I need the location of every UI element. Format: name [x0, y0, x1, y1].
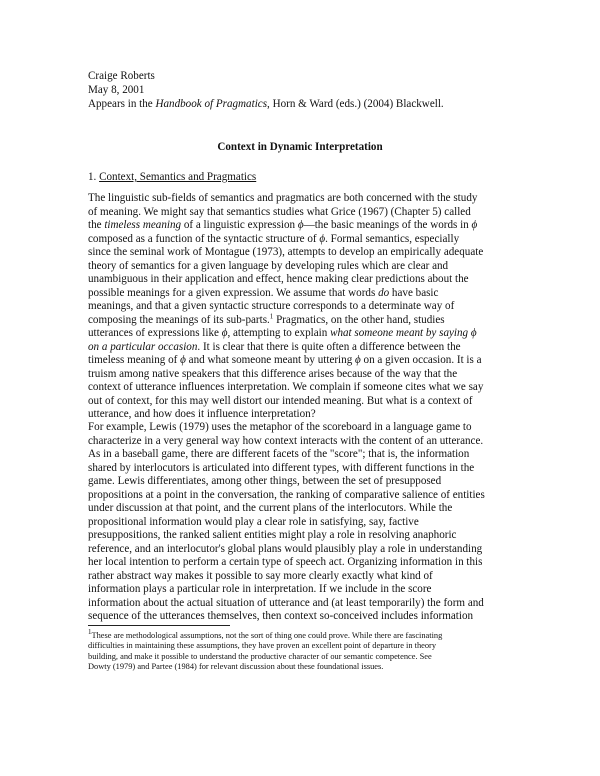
text-line: theory of semantics for a given language by developing rules which are clear and: [88, 259, 449, 272]
text-line: information about the actual situation of utterance and (at least temporarily) the form and: [88, 596, 484, 609]
text-line: truism among native speakers that this difference arises because of the way that the: [88, 367, 458, 380]
text-line: propositions at a point in the conversation, the ranking of comparative salience of entities: [88, 488, 485, 501]
footnote-line: building, and make it possible to understand the productive character of our semantic competence. See: [88, 651, 432, 661]
text-line: composed as a function of the syntactic structure of ϕ. Formal semantics, especially: [88, 232, 460, 245]
text-line: out of context, for this may well distort our intended meaning. But what is a context of: [88, 394, 473, 407]
section-title: Context, Semantics and Pragmatics: [99, 171, 257, 183]
text-line: on a particular occasion. It is clear that there is quite often a difference between the: [88, 340, 461, 353]
footnote-number: 1: [88, 628, 92, 637]
page-title: Context in Dynamic Interpretation: [217, 141, 383, 153]
text-line: unambiguous in their application and effect, hence making clear predictions about the: [88, 273, 469, 285]
text-line: utterances of expressions like ϕ, attempting to explain what someone meant by saying ϕ: [88, 327, 477, 339]
text-line: rather abstract way makes it possible to say more clearly exactly what kind of: [88, 569, 433, 582]
date-line: May 8, 2001: [88, 84, 145, 96]
publication-line: Appears in the Handbook of Pragmatics, Horn & Ward (eds.) (2004) Blackwell.: [88, 98, 444, 110]
text-line: utterance, and how does it influence interpretation?: [88, 408, 316, 420]
text-line: of meaning. We might say that semantics studies what Grice (1967) (Chapter 5) called: [88, 205, 471, 218]
section-heading: 1. Context, Semantics and Pragmatics: [88, 171, 257, 183]
footnote: [88, 628, 443, 673]
footnote-line: Dowty (1979) and Partee (1984) for relevant discussion about these foundational issues.: [88, 662, 384, 672]
text-line: propositional information would play a clear role in satisfying, say, factive: [88, 515, 419, 528]
text-line: her local intention to perform a certain type of speech act. Organizing information in this: [88, 556, 483, 568]
text-line: meanings, and that a given syntactic structure corresponds to a determinate way of: [88, 300, 455, 312]
text-line: game. Lewis differentiates, among other things, between the set of presupposed: [88, 475, 442, 487]
text-line: For example, Lewis (1979) uses the metaphor of the scoreboard in a language game to: [88, 421, 472, 433]
text-line: since the seminal work of Montague (1973), attempts to develop an empirically adequate: [88, 246, 484, 258]
text-line: As in a baseball game, there are different facets of the "score"; that is, the information: [88, 448, 470, 460]
text-line: possible meanings for a given expression. We assume that words do have basic: [88, 286, 439, 299]
text-line: context of utterance influences interpretation. We complain if someone cites what we say: [88, 381, 484, 393]
footnote-marker: 1: [269, 311, 274, 320]
text-line: under discussion at that point, and the current plans of the interlocutors. While the: [88, 502, 453, 514]
text-line: characterize in a very general way how context interacts with the content of an utterance.: [88, 434, 484, 447]
author-line: Craige Roberts: [88, 70, 155, 82]
text-line: timeless meaning of ϕ and what someone meant by uttering ϕ on a given occasion. It is a: [88, 354, 482, 366]
text-line: composing the meanings of its sub-parts.$^1$ Pragmatics, on the other hand, studies: [88, 311, 445, 326]
text-line: information plays a particular role in interpretation. If we include in the score: [88, 583, 432, 595]
text-line: reference, and an interlocutor's global plans would plausibly play a role in understanding: [88, 542, 483, 555]
text-line: shared by interlocutors is articulated into different types, with different functions in the: [88, 461, 475, 474]
text-line: the timeless meaning of a linguistic expression ϕ—the basic meanings of the words in ϕ: [88, 219, 478, 231]
text-line: sequence of the utterances themselves, then context so-conceived includes information: [88, 610, 474, 622]
footnote-divider: [88, 625, 230, 626]
paragraph-1: [88, 192, 518, 422]
paragraph-2: [88, 421, 518, 624]
text-line: The linguistic sub-fields of semantics and pragmatics are both concerned with the study: [88, 192, 478, 204]
text-line: presuppositions, the ranked salient entities might play a role in resolving anaphoric: [88, 529, 457, 541]
footnote-line: difficulties in maintaining these assumptions, they have proven an excellent point of departure in theory: [88, 641, 437, 651]
footnote-line: $^1$These are methodological assumptions, not the sort of thing one could prove. While there are fascinating: [88, 628, 443, 640]
